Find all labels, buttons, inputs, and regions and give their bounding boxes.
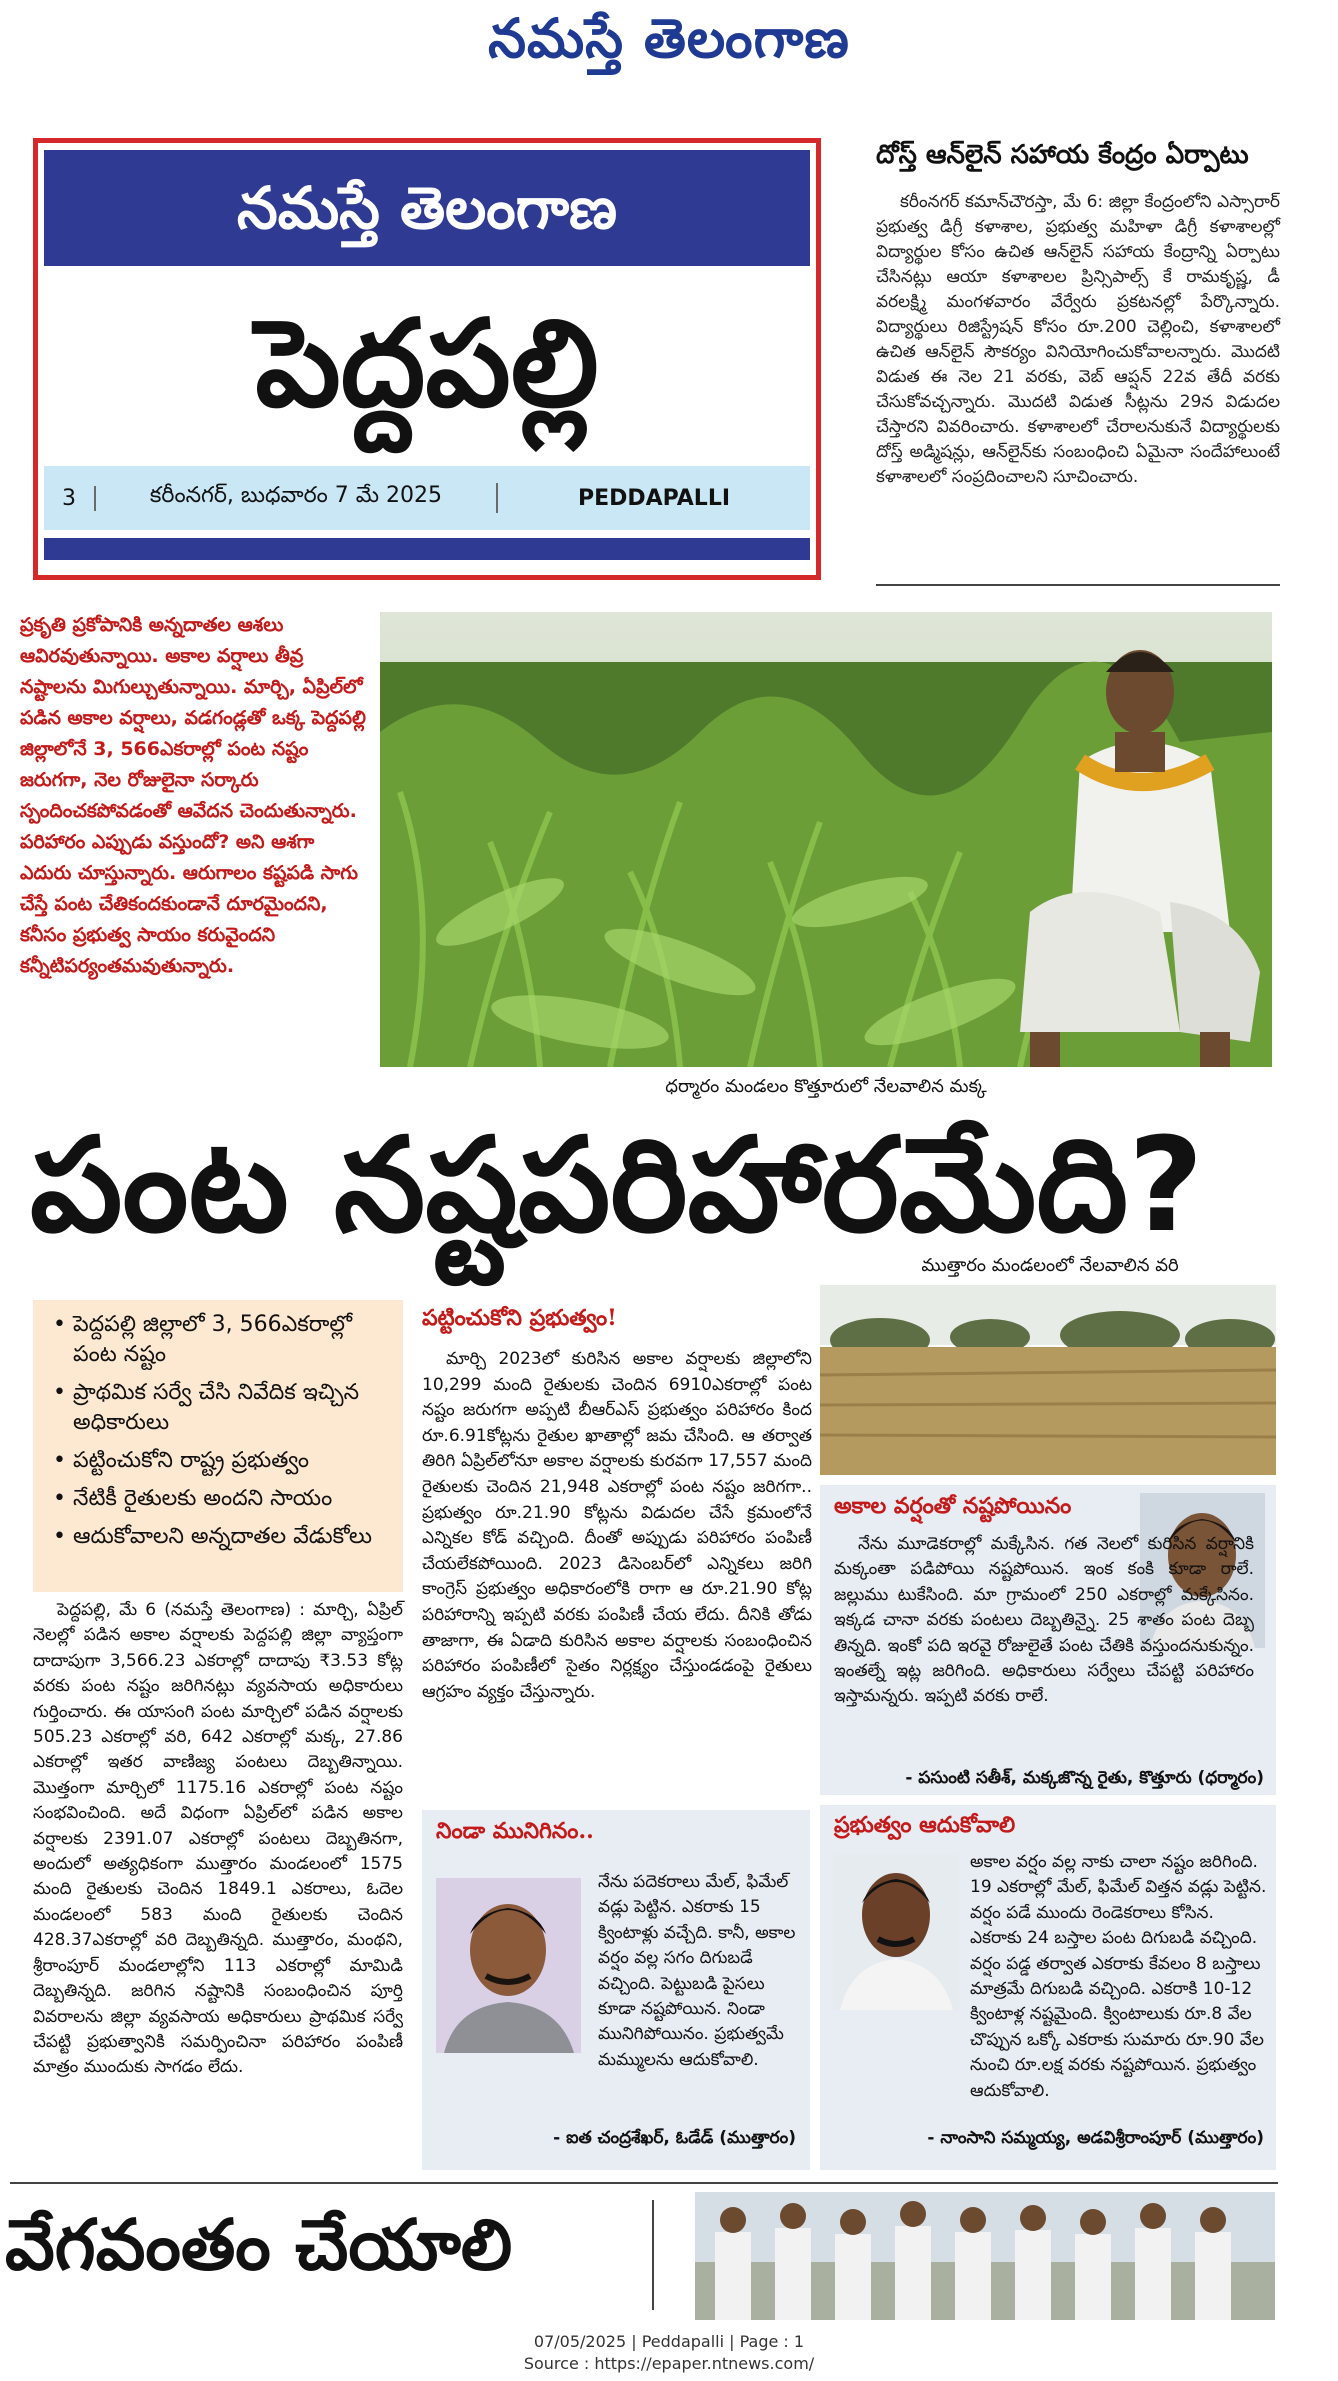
quote1-signature: - పసుంటి సతీశ్, మక్కజొన్న రైతు, కొత్తూరు (ధర్మారం) bbox=[905, 1768, 1264, 1788]
highlight-item: • పట్టించుకోని రాష్ట్ర ప్రభుత్వం bbox=[47, 1446, 389, 1476]
paddy-field-illustration bbox=[820, 1285, 1276, 1475]
edition-brand-band bbox=[44, 150, 810, 266]
photo1-caption: ధర్మారం మండలం కొత్తూరులో నేలవాలిన మక్క bbox=[665, 1076, 987, 1097]
portrait-illustration bbox=[834, 1855, 959, 2010]
dateline: కరీంనగర్, బుధవారం 7 మే 2025 bbox=[96, 483, 498, 513]
highlight-item: • ఆదుకోవాలని అన్నదాతల వేడుకోలు bbox=[47, 1522, 389, 1552]
quote3-heading: ప్రభుత్వం ఆదుకోవాలి bbox=[834, 1812, 1016, 1838]
divider bbox=[10, 2182, 1278, 2184]
edition-bottom-bar bbox=[44, 538, 810, 560]
divider bbox=[652, 2200, 654, 2310]
quote2-signature: - ఐత చంద్రశేఖర్, ఓడేడ్ (ముత్తారం) bbox=[553, 2128, 796, 2148]
quote3-signature: - నాంసాని సమ్మయ్య, అడవిశ్రీరాంపూర్ (ముత్తారం) bbox=[927, 2128, 1264, 2148]
farmer-portrait-2 bbox=[436, 1878, 581, 2053]
photo2-caption: ముత్తారం మండలంలో నేలవాలిన వరి bbox=[921, 1255, 1179, 1276]
officials-group-photo bbox=[695, 2192, 1275, 2320]
main-article-body: పెద్దపల్లి, మే 6 (నమస్తే తెలంగాణ) : మార్చి, ఏప్రిల్ నెలల్లో పడిన అకాల వర్షాలకు పెద్దపల్లి జిల్లా వ్యాప్తంగా దాదాపుగా 3,566.23 ఎకరాల్లో దాదాపు ₹3.53 కోట్ల వరకు పంట నష్టం జరిగినట్లు వ్యవసాయ అధికారులు గుర్తించారు. ఈ యాసంగి పంట మార్చిలో పడిన వర్షాలకు 505.23 ఎకరాల్లో వరి, 642 ఎకరాల్లో మక్క, 27.86 ఎకరాల్లో ఇతర వాణిజ్య పంటలు దెబ్బతిన్నాయి. మొత్తంగా మార్చిలో 1175.16 ఎకరాల్లో పంట నష్టం సంభవించింది. అదే విధంగా ఏప్రిల్‌లో పడిన అకాల వర్షాలకు 2391.07 ఎకరాల్లో పంటలు దెబ్బతినగా, అందులో అత్యధికంగా ముత్తారం మండలంలో 1575 మంది రైతులకు చెందిన 1849.1 ఎకరాలు, ఓదెల మండలంలో 583 మంది రైతులకు చెందిన 428.37ఎకరాల్లో వరి దెబ్బతిన్నది. ముత్తారం, మంథని, శ్రీరాంపూర్ మండలాల్లోని 113 ఎకరాల్లో మామిడి దెబ్బతిన్నది. జరిగిన నష్టానికి సంబంధించిన పూర్తి వివరాలను జిల్లా వ్యవసాయ అధికారులు ప్రాథమిక సర్వే చేపట్టి ప్రభుత్వానికి సమర్పించినా పరిహారం పంపిణీ మాత్రం ముందుకు సాగడం లేదు. bbox=[33, 1600, 403, 2078]
quote1-heading: అకాల వర్షంతో నష్టపోయినం bbox=[834, 1493, 1072, 1519]
paddy-field-photo bbox=[820, 1285, 1276, 1475]
footer-date-page: 07/05/2025 | Peddapalli | Page : 1 bbox=[533, 2332, 805, 2351]
page-footer bbox=[0, 2331, 1338, 2375]
maize-field-photo bbox=[380, 612, 1272, 1067]
quote3-body: అకాల వర్షం వల్ల నాకు చాలా నష్టం జరిగింది. 19 ఎకరాల్లో మేల్, ఫిమేల్ విత్తన వడ్లు పెట్టిన. వర్షం పడే ముందు రెండెకరాలు కోసిన. ఎకరాకు 24 బస్తాల పంట దిగుబడి వచ్చింది. వర్షం పడ్డ తర్వాత ఎకరాకు కేవలం 8 బస్తాలు మాత్రమే దిగుబడి వచ్చింది. ఎకరాకి 10-12 క్వింటాళ్ల నష్టమైంది. క్వింటాలుకు రూ.8 వేల చొప్పున ఒక్కో ఎకరాకు సుమారు రూ.90 వేల నుంచి రూ.లక్ష వరకు నష్టపోయిన. ప్రభుత్వం ఆదుకోవాలి. bbox=[970, 1852, 1267, 2101]
masthead bbox=[0, 0, 1338, 80]
divider bbox=[876, 584, 1280, 586]
group-photo-illustration bbox=[695, 2192, 1275, 2320]
highlight-item: • నేటికీ రైతులకు అందని సాయం bbox=[47, 1484, 389, 1514]
edition-brand: నమస్తే తెలంగాణ bbox=[237, 174, 617, 242]
quote1-body: నేను మూడెకరాల్లో మక్కేసిన. గత నెలలో కురిసిన వర్షానికి మక్కంతా పడిపోయి నష్టపోయిన. ఇంక కంకి కూడా రాలే. జల్లుము టుకేసింది. మా గ్రామంలో 250 ఎకరాల్లో మక్కేసినం. ఇక్కడ చానా వరకు పంటలు దెబ్బతిన్నై. 25 శాతం పంట దెబ్బ తిన్నది. ఇంకో పది ఇరవై రోజులైతే పంట చేతికి వస్తుందనుకున్నం. ఇంతల్నే ఇట్ల జరిగింది. అధికారులు సర్వేలు చేపట్టి పరిహారం ఇస్తామన్నరు. ఇప్పటి వరకు రాలే. bbox=[834, 1534, 1254, 1707]
highlight-item: • పెద్దపల్లి జిల్లాలో 3, 566ఎకరాల్లో పంట నష్టం bbox=[47, 1310, 389, 1370]
dost-body: కరీంనగర్ కమాన్‌చౌరస్తా, మే 6: జిల్లా కేంద్రంలోని ఎస్సారార్ ప్రభుత్వ డిగ్రీ కళాశాల, ప్రభుత్వ మహిళా డిగ్రీ కళాశాలల్లో విద్యార్థుల కోసం ఉచిత ఆన్‌లైన్ సహాయ కేంద్రాన్ని ఏర్పాటు చేసినట్లు ఆయా కళాశాలల ప్రిన్సిపాల్స్ కే రామకృష్ణ, డీ వరలక్ష్మి మంగళవారం వేర్వేరు ప్రకటనల్లో పేర్కొన్నారు. విద్యార్థులు రిజిస్ట్రేషన్ కోసం రూ.200 చెల్లించి, కళాశాలలో ఉచిత ఆన్‌లైన్ సౌకర్యం వినియోగించుకోవాలన్నారు. మొదటి విడుత ఈ నెల 21 వరకు, వెబ్ ఆప్షన్ 22వ తేదీ వరకు చేసుకోవచ్చన్నారు. మొదటి విడుత సీట్లను 29న విడుదల చేస్తారని వివరించారు. కళాశాలలో చేరాలనుకునే విద్యార్థులకు దోస్త్ అడ్మిషన్లు, ఆన్‌లైన్‌కు సంబంధించి ఏమైనా సందేహాలుంటే కళాశాలలో సంప్రదించాలని సూచించారు. bbox=[876, 192, 1280, 487]
main-headline: పంట నష్టపరిహారమేది? bbox=[30, 1109, 1204, 1261]
intro-paragraph: ప్రకృతి ప్రకోపానికి అన్నదాతల ఆశలు ఆవిరవుతున్నాయి. అకాల వర్షాలు తీవ్ర నష్టాలను మిగుల్చుతున్నాయి. మార్చి, ఏప్రిల్‌లో పడిన అకాల వర్షాలు, వడగండ్లతో ఒక్క పెద్దపల్లి జిల్లాలోనే 3, 566ఎకరాల్లో పంట నష్టం జరుగగా, నెల రోజులైనా సర్కారు స్పందించకపోవడంతో ఆవేదన చెందుతున్నారు. పరిహారం ఎప్పుడు వస్తుందో? అని ఆశగా ఎదురు చూస్తున్నారు. ఆరుగాలం కష్టపడి సాగు చేస్తే పంట చేతికందకుండానే దూరమైందని, కనీసం ప్రభుత్వ సాయం కరువైందని కన్నీటిపర్యంతమవుతున్నారు. bbox=[20, 614, 366, 977]
bottom-headline: వేగవంతం చేయాలి bbox=[5, 2204, 513, 2286]
portrait-illustration bbox=[436, 1878, 581, 2053]
dost-headline: దోస్త్ ఆన్‌లైన్ సహాయ కేంద్రం ఏర్పాటు bbox=[876, 140, 1249, 170]
farmer-portrait-3 bbox=[834, 1855, 959, 2010]
masthead-title: నమస్తే తెలంగాణ bbox=[488, 6, 850, 70]
edition-info-strip bbox=[44, 466, 810, 530]
quote2-body: నేను పదెకరాలు మేల్, ఫిమేల్ వడ్లు పెట్టిన. ఎకరాకు 15 క్వింటాళ్లు వచ్చేది. కానీ, అకాల వర్షం వల్ల సగం దిగుబడే వచ్చింది. పెట్టుబడి పైసలు కూడా నష్టపోయిన. నిండా మునిగిపోయినం. ప్రభుత్వమే మమ్ములను ఆదుకోవాలి. bbox=[598, 1872, 796, 2070]
page-number: 3 bbox=[44, 486, 96, 511]
footer-source: Source : https://epaper.ntnews.com/ bbox=[523, 2354, 815, 2373]
edition-name: పెద్దపల్లి bbox=[255, 293, 599, 434]
govt-neglect-heading: పట్టించుకోని ప్రభుత్వం! bbox=[422, 1305, 617, 1331]
highlight-item: • ప్రాథమిక సర్వే చేసి నివేదిక ఇచ్చిన అధికారులు bbox=[47, 1378, 389, 1438]
maize-field-illustration bbox=[380, 612, 1272, 1067]
quote2-heading: నిండా మునిగినం.. bbox=[436, 1818, 594, 1844]
highlights-box bbox=[33, 1300, 403, 1592]
edition-label-en: PEDDAPALLI bbox=[577, 485, 731, 511]
govt-neglect-body: మార్చి 2023లో కురిసిన అకాల వర్షాలకు జిల్లాలోని 10,299 మంది రైతులకు చెందిన 6910ఎకరాల్లో పంట నష్టం జరుగగా అప్పటి బీఆర్‌ఎస్ ప్రభుత్వం పరిహారం కింద రూ.6.91కోట్లను రైతుల ఖాతాల్లో జమ చేసింది. ఆ తర్వాత తిరిగి ఏప్రిల్‌లోనూ అకాల వర్షాలకు కురవగా 17,557 మంది రైతులకు చెందిన 21,948 ఎకరాల్లో పంట నష్టం జరిగగా.. ప్రభుత్వం రూ.21.90 కోట్లను విడుదల చేసే క్రమంలోనే ఎన్నికల కోడ్ వచ్చింది. దీంతో అప్పుడు పరిహారం పంపిణీ చేయలేకపోయింది. 2023 డిసెంబర్‌లో ఎన్నికలు జరిగి కాంగ్రెస్ ప్రభుత్వం అధికారంలోకి రాగా ఆ రూ.21.90 కోట్ల పరిహారాన్ని ఇప్పటి వరకు పంపిణీ చేయ లేదు. దీనికి తోడు తాజాగా, ఈ ఏడాది కురిసిన అకాల వర్షాలకు సంబంధించిన పరిహారం పంపిణీలో సైతం నిర్లక్ష్యం చేస్తుండడంపై రైతులు ఆగ్రహం వ్యక్తం చేస్తున్నారు. bbox=[422, 1349, 812, 1702]
